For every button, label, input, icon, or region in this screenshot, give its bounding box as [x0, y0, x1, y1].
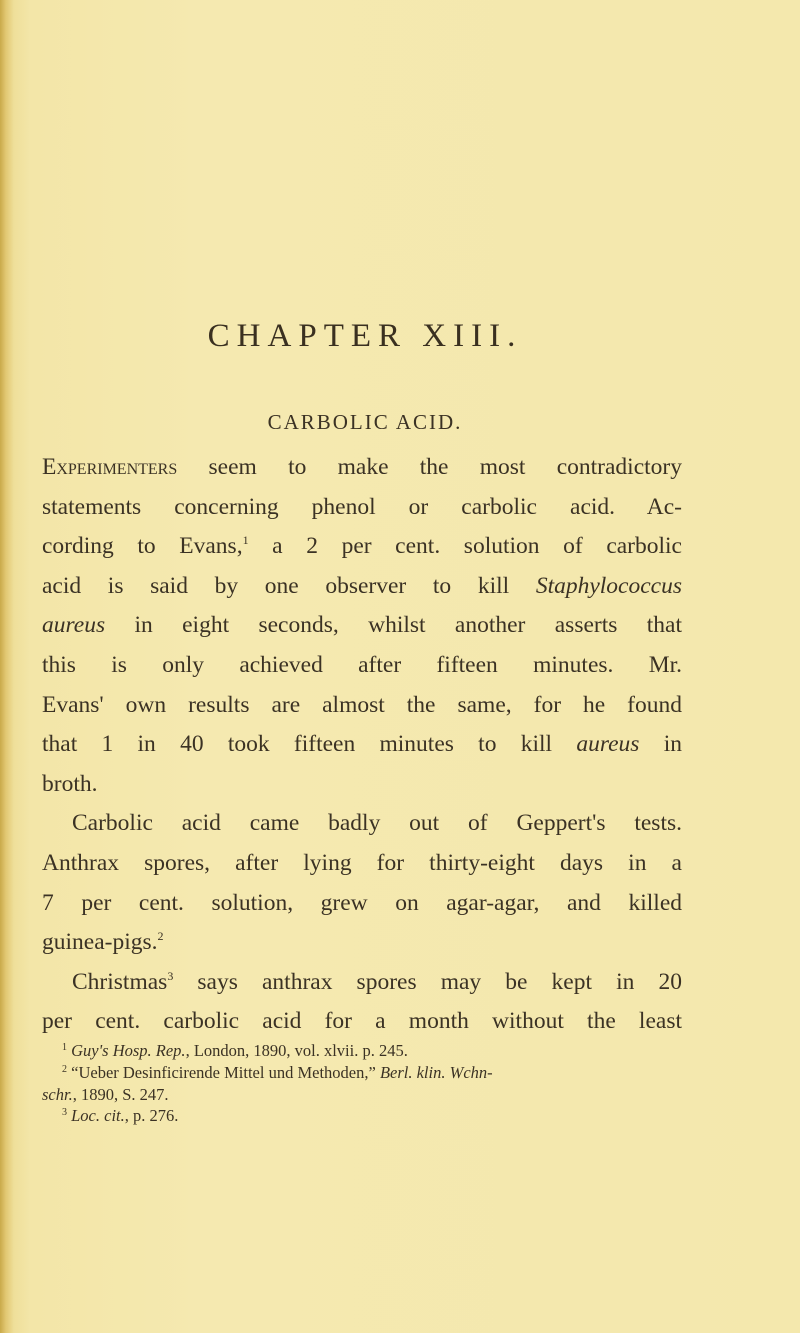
footnote-line [62, 1040, 682, 1062]
footnote-ref: 1 [242, 533, 249, 548]
text-segment: per cent. carbolic acid for a month without the least [42, 1008, 682, 1035]
text-segment: a 2 per cent. solution of carbolic [248, 533, 682, 560]
italic-text: Berl. klin. Wchn- [379, 1062, 493, 1082]
footnote-ref: 1 [62, 1042, 67, 1053]
footnote-line [42, 1084, 662, 1106]
text-segment: , 1890, S. 247. [72, 1084, 169, 1104]
text-segment: Christmas [72, 968, 168, 995]
text-line [42, 650, 682, 680]
italic-text: schr. [42, 1084, 73, 1104]
italic-text: aureus [576, 731, 640, 758]
text-line [42, 531, 682, 561]
text-segment: Anthrax spores, after lying for thirty-eight days in a [42, 850, 682, 876]
text-segment: , p. 276. [124, 1106, 179, 1126]
text-line [42, 927, 682, 957]
text-segment: this is only achieved after fifteen minutes. Mr. [42, 652, 682, 678]
footnote-ref: 3 [167, 968, 174, 983]
text-segment: Experimenters [42, 454, 178, 480]
text-segment: seem to make the most contradictory [177, 454, 682, 480]
text-line [42, 808, 682, 838]
text-line [42, 690, 682, 720]
text-segment: guinea-pigs. [42, 929, 158, 956]
text-line [42, 571, 682, 601]
text-segment: acid is said by one observer to kill [42, 572, 536, 599]
italic-text: aureus [42, 612, 106, 639]
text-segment: 7 per cent. solution, grew on agar-agar, and killed [42, 889, 682, 916]
text-line [42, 492, 682, 522]
footnote-line [62, 1105, 682, 1127]
footnote-ref: 3 [62, 1107, 67, 1119]
text-segment: broth. [42, 770, 98, 797]
text-segment: in eight seconds, whilst another asserts that [105, 612, 682, 639]
chapter-title: CARBOLIC ACID. [267, 410, 463, 434]
text-line [42, 729, 682, 759]
footnote-ref: 2 [62, 1063, 67, 1075]
text-line [42, 610, 682, 640]
italic-text: Staphylococcus [535, 572, 682, 599]
text-segment: statements concerning phenol or carbolic acid. Ac- [42, 493, 682, 520]
text-segment: cording to Evans, [42, 533, 243, 560]
text-line [42, 967, 682, 997]
text-line [42, 848, 682, 878]
text-segment: Carbolic acid came badly out of Geppert's tests. [72, 810, 682, 837]
footnote-ref: 2 [157, 929, 164, 944]
text-segment: that 1 in 40 took fifteen minutes to kill [42, 731, 577, 758]
text-segment: in [639, 731, 683, 758]
text-line [42, 1006, 682, 1036]
text-segment: “Ueber Desinficirende Mittel und Methoden,” [67, 1062, 380, 1082]
text-line [42, 769, 682, 799]
text-segment: , London, 1890, vol. xlvii. p. 245. [185, 1041, 408, 1060]
italic-text: Loc. cit. [71, 1106, 125, 1126]
text-line [42, 452, 682, 482]
text-segment: says anthrax spores may be kept in 20 [173, 968, 682, 995]
text-segment: Evans' own results are almost the same, for he found [42, 691, 682, 718]
italic-text: Guy's Hosp. Rep. [71, 1041, 186, 1060]
chapter-heading: CHAPTER XIII. [207, 318, 523, 354]
text-line [42, 888, 682, 918]
footnote-line [62, 1062, 682, 1084]
